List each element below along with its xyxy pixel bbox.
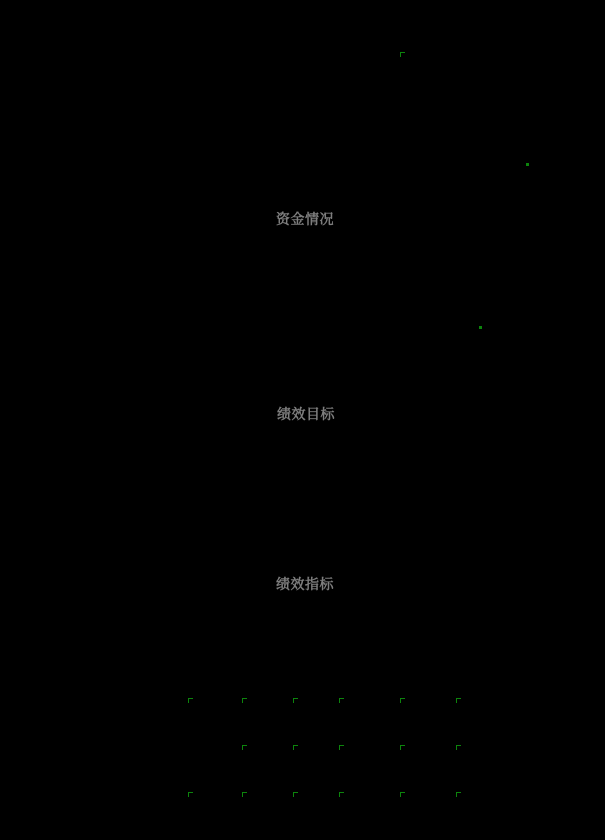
dot-mark-icon: [526, 163, 529, 166]
corner-mark-icon: [242, 698, 247, 703]
corner-mark-icon: [293, 792, 298, 797]
corner-mark-icon: [456, 698, 461, 703]
section-heading-performance-indicator: 绩效指标: [276, 577, 334, 593]
corner-mark-icon: [293, 698, 298, 703]
corner-mark-icon: [339, 745, 344, 750]
corner-mark-icon: [339, 792, 344, 797]
section-heading-performance-goal: 绩效目标: [277, 407, 335, 423]
corner-mark-icon: [293, 745, 298, 750]
corner-mark-icon: [339, 698, 344, 703]
corner-mark-icon: [400, 792, 405, 797]
corner-mark-icon: [456, 745, 461, 750]
corner-mark-icon: [242, 792, 247, 797]
corner-mark-icon: [400, 698, 405, 703]
corner-mark-icon: [400, 52, 405, 57]
section-heading-funding: 资金情况: [276, 212, 334, 228]
corner-mark-icon: [456, 792, 461, 797]
corner-mark-icon: [188, 698, 193, 703]
corner-mark-icon: [400, 745, 405, 750]
dot-mark-icon: [479, 326, 482, 329]
corner-mark-icon: [188, 792, 193, 797]
corner-mark-icon: [242, 745, 247, 750]
